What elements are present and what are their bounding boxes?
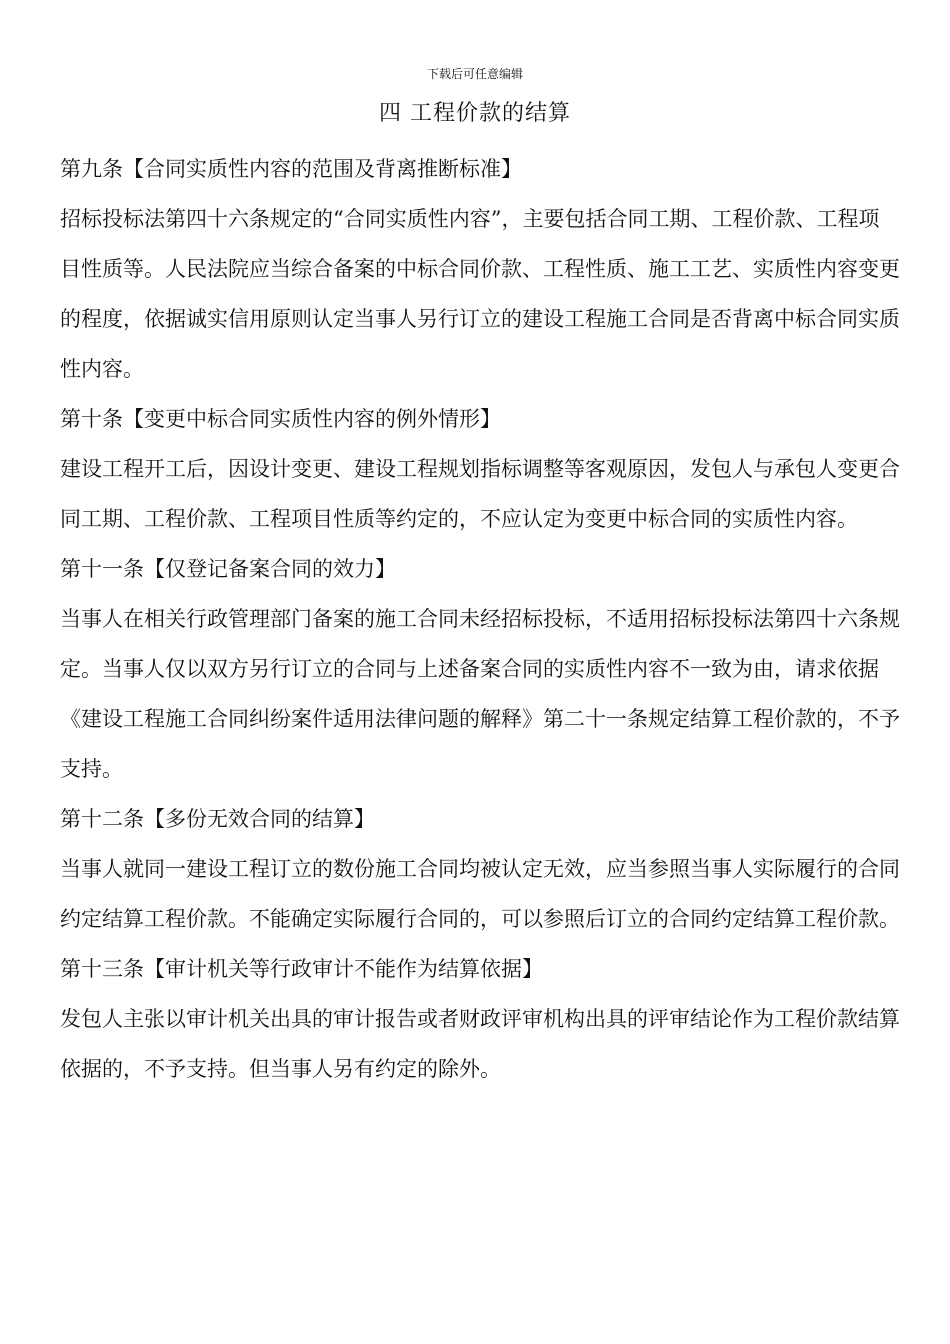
article-13 [60,944,900,1094]
article-heading: 第十二条【多份无效合同的结算】 [60,807,375,831]
article-body: 当事人在相关行政管理部门备案的施工合同未经招标投标，不适用招标投标法第四十六条规定。当事人仅以双方另行订立的合同与上述备案合同的实质性内容不一致为由，请求依据《建设工程施工合同纠纷案件适用法律问题的解释》第二十一条规定结算工程价款的，不予支持。 [60,607,900,781]
article-12 [60,794,900,944]
page-header-note: 下载后可任意编辑 [426,67,523,81]
section-title: 四 工程价款的结算 [379,101,571,126]
article-heading: 第九条【合同实质性内容的范围及背离推断标准】 [60,157,522,181]
article-body: 建设工程开工后，因设计变更、建设工程规划指标调整等客观原因，发包人与承包人变更合同工期、工程价款、工程项目性质等约定的，不应认定为变更中标合同的实质性内容。 [60,457,900,531]
article-body: 发包人主张以审计机关出具的审计报告或者财政评审机构出具的评审结论作为工程价款结算依据的，不予支持。但当事人另有约定的除外。 [60,1007,900,1081]
article-body: 招标投标法第四十六条规定的“合同实质性内容”，主要包括合同工期、工程价款、工程项目性质等。人民法院应当综合备案的中标合同价款、工程性质、施工工艺、实质性内容变更的程度，依据诚实信用原则认定当事人另行订立的建设工程施工合同是否背离中标合同实质性内容。 [60,207,900,381]
article-heading: 第十一条【仅登记备案合同的效力】 [60,557,396,581]
article-9 [60,144,900,394]
article-10 [60,394,900,544]
article-11 [60,544,900,794]
article-heading: 第十三条【审计机关等行政审计不能作为结算依据】 [60,957,543,981]
article-heading: 第十条【变更中标合同实质性内容的例外情形】 [60,407,501,431]
article-body: 当事人就同一建设工程订立的数份施工合同均被认定无效，应当参照当事人实际履行的合同约定结算工程价款。不能确定实际履行合同的，可以参照后订立的合同约定结算工程价款。 [60,857,900,931]
document-body [60,144,900,1094]
